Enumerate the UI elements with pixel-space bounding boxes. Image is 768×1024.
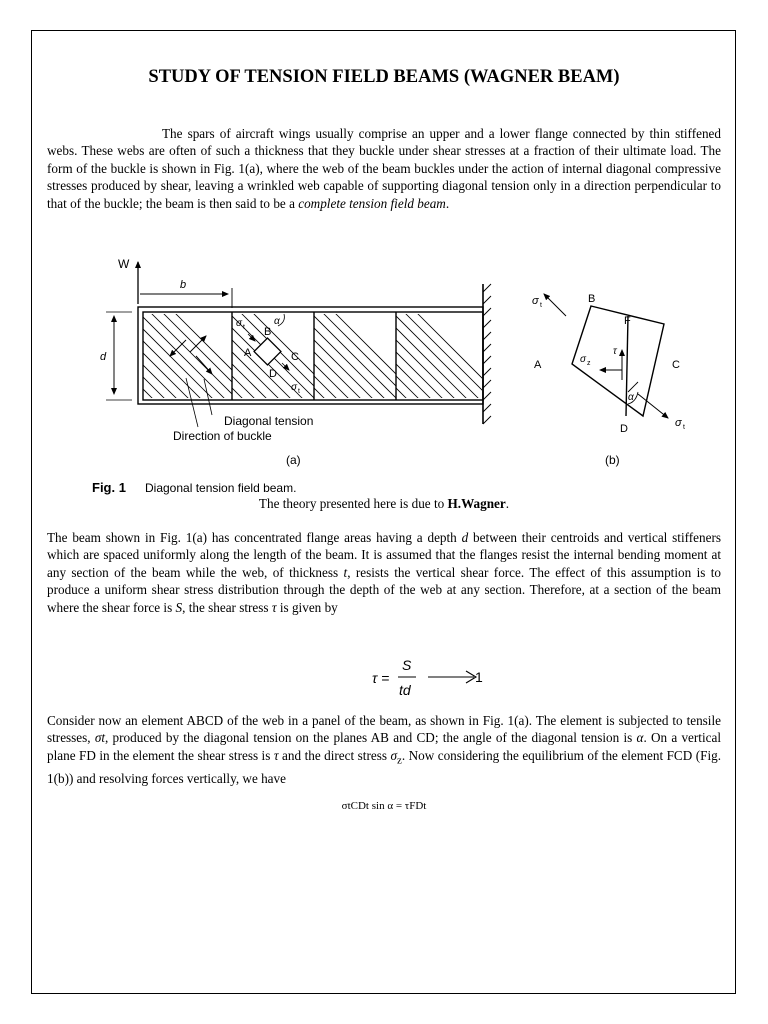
intro-paragraph [47,125,721,212]
label-sigma-a-sub: t [243,324,245,331]
theory-name: H.Wagner [447,496,506,511]
label-sigma-t2: σ [675,417,682,429]
label-alpha-a: α [274,316,280,327]
label-d-b: D [620,423,628,435]
wall-support [483,284,491,424]
label-sigma-a: σ [236,318,243,329]
theory-prefix: The theory presented here is due to [258,496,448,511]
buckle-arrow [196,356,212,374]
element-paragraph [47,712,721,787]
element-text-5: . Now considering the equilibrium of the element FCD (Fig. 1(b)) and resolving forces vertically, we have [47,747,721,786]
beam-paragraph [47,529,721,616]
label-w: W [118,257,130,271]
label-f: F [624,315,631,327]
theory-suffix: . [505,496,510,511]
eq1-denominator: td [399,682,411,698]
element-text-1: Consider now an element ABCD of the web in a panel of the beam, as shown in Fig. 1(a). The element is subjected to tensile stresses, [47,713,721,746]
sym-sigma-z: σ [390,747,397,763]
intro-text: The spars of aircraft wings usually comprise an upper and a lower flange connected by thin stiffened webs. These webs are often of such a thickness that they buckle under shear stresses at a fraction of their ultimate load. The form of the buckle is shown in Fig. 1(a), where the web of the beam buckles under the action of internal diagonal compressive stresses produced by shear, leaving a wrinkled web capable of supporting diagonal tension only in a direction perpendicular to that of the buckle; the beam is then said to be a [47,126,721,211]
label-c: C [291,351,299,363]
sigma-t-arrow-b1 [544,294,566,316]
label-d: d [100,351,107,363]
var-tau: τ [271,599,277,615]
label-sigma-t1: σ [532,295,539,307]
label-d-point: D [269,368,277,380]
equation-1 [370,654,500,702]
label-sub-b: (b) [605,453,620,467]
label-sigma-t2-sub: t [683,424,685,431]
theory-line [0,496,768,512]
equation-2: σtCDt sin α = τFDt [341,800,427,812]
label-b: b [180,279,187,291]
eq1-number: 1 [475,669,483,685]
label-b-point: B [264,326,272,338]
intro-emphasis: complete tension field beam [298,195,446,211]
tension-arrow-2 [190,336,206,352]
label-b-b: B [588,293,596,305]
label-sigma-b: σ [291,382,298,393]
element-text-3: . On a vertical plane FD in the element the shear stress is [47,730,721,763]
label-sigma-b-sub: t [298,388,300,395]
beam-text-3: , resists the vertical shear force. The effect of this assumption is to produce a uniform shear stress distribution through the depth of the web at any section. Therefore, at a section of the beam where the shear force is [47,564,721,615]
sym-sigma-z-sub: z [396,754,402,767]
eq1-lhs: τ = [372,670,390,686]
sym-alpha: α [636,730,644,746]
beam-text-5: is given by [276,599,338,615]
label-sub-a: (a) [286,453,301,467]
label-a-b: A [534,359,542,371]
label-direction-buckle: Direction of buckle [173,429,272,443]
label-sigma-z: σ [580,354,587,365]
intro-end: . [445,195,450,211]
var-s: S [175,599,183,615]
element-text-2: , produced by the diagonal tension on the planes AB and CD; the angle of the diagonal tension is [105,730,637,746]
fig-caption: Diagonal tension field beam. [145,481,297,495]
sym-sigma-t: σt [94,730,106,746]
label-sigma-t1-sub: t [540,302,542,309]
element-text-4: and the direct stress [278,747,391,763]
label-a: A [244,347,252,359]
label-alpha-b: α [628,392,634,403]
var-d: d [461,530,469,545]
figure-1 [88,252,704,500]
sym-tau: τ [273,747,279,763]
leader-buckle [186,378,198,427]
tension-arrow-1 [170,340,186,356]
beam-text-4: , the shear stress [182,599,272,615]
page-title: STUDY OF TENSION FIELD BEAMS (WAGNER BEAM) [148,67,620,87]
fig-number: Fig. 1 [92,480,126,495]
eq1-numerator: S [402,657,412,673]
label-c-b: C [672,359,680,371]
label-diagonal-tension: Diagonal tension [224,414,314,428]
label-sigma-z-sub: z [587,360,591,367]
var-t: t [343,564,348,580]
beam-text-2: between their centroids and vertical stiffeners which are spaced uniformly along the length of the beam. It is assumed that the flanges resist the internal bending moment at any section of the beam while the web, of thickness [47,530,721,580]
beam-outline [138,307,483,404]
beam-text-1: The beam shown in Fig. 1(a) has concentrated flange areas having a depth [47,530,462,545]
label-tau-fig: τ [613,346,617,357]
